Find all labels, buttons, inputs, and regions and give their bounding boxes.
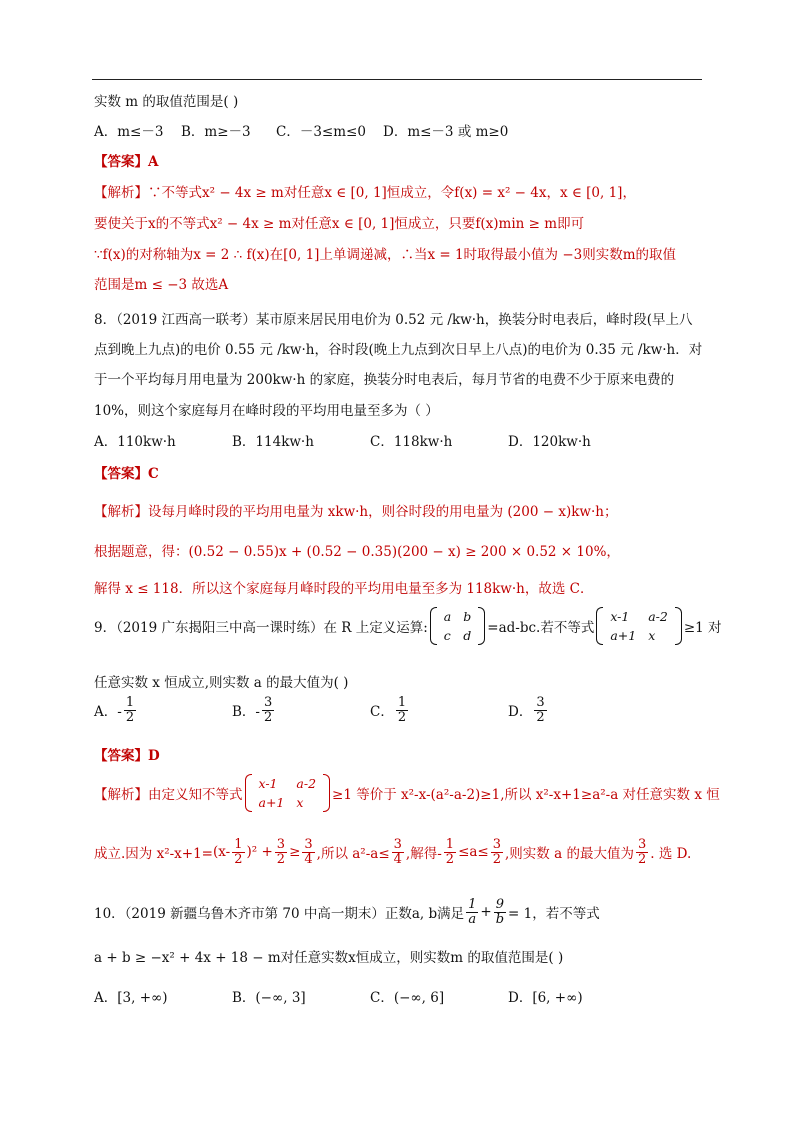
denominator: 2 <box>492 851 502 867</box>
analysis-text: 【解析】由定义知不等式 <box>94 787 243 803</box>
q10-option-d: D．[6, +∞) <box>508 990 583 1006</box>
matrix-cell: a+1 <box>610 628 637 643</box>
denominator: a <box>468 911 477 927</box>
fraction <box>494 898 506 926</box>
q8-stem-line-4: 10%，则这个家庭每月在峰时段的平均用电量至多为（ ） <box>94 403 439 419</box>
option-label: B．- <box>232 704 260 721</box>
numerator: 3 <box>304 837 313 852</box>
numerator: 1 <box>445 837 455 852</box>
analysis-text: ,则实数 a 的最大值为 <box>505 846 634 863</box>
fraction <box>444 838 456 866</box>
denominator: b <box>495 911 505 927</box>
matrix-cell: x-1 <box>258 776 278 791</box>
option-label: D． <box>508 704 533 721</box>
q10-stem-line-2: a + b ≥ −x² + 4x + 18 − m对任意实数x恒成立，则实数m 的取值范围是( ) <box>94 950 564 966</box>
option-label: C． <box>370 704 394 721</box>
fraction <box>636 838 648 866</box>
matrix-cell: x <box>648 628 656 643</box>
q8-option-c: C．118kw·h <box>370 434 453 450</box>
denominator: 2 <box>637 851 647 867</box>
q7-answer: 【答案】A <box>94 154 159 170</box>
analysis-text: ≥1 等价于 x²-x-(a²-a-2)≥1,所以 x²-x+1≥a²-a 对任意实数 x 恒 <box>332 787 720 803</box>
matrix-cell: a-2 <box>648 609 668 624</box>
numerator: 3 <box>276 837 286 852</box>
definition-matrix <box>430 607 485 645</box>
numerator: 9 <box>494 898 506 913</box>
denominator: 2 <box>276 851 286 867</box>
q9-option-b <box>232 696 276 724</box>
q9-analysis-line-2 <box>94 838 691 866</box>
q9-stem-part-1: 9．（2019 广东揭阳三中高一课时练）在 R 上定义运算: <box>94 620 428 636</box>
q8-stem-line-3: 于一个平均每月用电量为 200kw·h 的家庭，换装分时电表后，每月节省的电费不少于原来电费的 <box>94 372 675 388</box>
matrix-cell: d <box>463 628 472 643</box>
q9-analysis-line-1 <box>94 774 720 812</box>
fraction <box>232 838 244 866</box>
numerator: 1 <box>125 695 135 710</box>
analysis-text: ,所以 a²-a≤ <box>316 846 390 863</box>
denominator: 2 <box>536 709 545 725</box>
q9-option-d <box>508 696 549 724</box>
fraction <box>392 838 404 866</box>
numerator: 3 <box>263 695 273 710</box>
numerator: 3 <box>393 837 402 852</box>
analysis-text: ,解得- <box>405 846 442 863</box>
q8-stem-line-2: 点到晚上九点)的电价 0.55 元 /kw·h，谷时段(晚上九点到次日早上八点)的电价为 0.35 元 /kw·h．对 <box>94 342 703 358</box>
fraction <box>534 696 546 724</box>
matrix-cell: b <box>463 609 472 624</box>
fraction <box>396 696 408 724</box>
analysis-text: 成立.因为 x²-x+1= <box>94 846 213 863</box>
q9-stem-part-2: =ad-bc.若不等式 <box>487 620 595 636</box>
q9-stem-line-1 <box>94 607 722 645</box>
fraction <box>124 696 136 724</box>
q7-stem: 实数 m 的取值范围是( ) <box>94 94 239 110</box>
fraction <box>275 838 287 866</box>
denominator: 4 <box>393 851 402 867</box>
q7-option-d: D．m≤－3 或 m≥0 <box>383 124 509 140</box>
matrix-cell: a+1 <box>258 795 285 810</box>
numerator: 1 <box>468 897 477 912</box>
q7-option-b: B．m≥－3 <box>181 124 251 140</box>
stem-text: = 1，若不等式 <box>508 906 600 923</box>
matrix-cell: a-2 <box>296 776 317 791</box>
q7-option-a: A．m≤－3 <box>94 124 164 140</box>
analysis-text: (x- <box>213 844 231 861</box>
numerator: 3 <box>637 837 647 852</box>
q9-option-a <box>94 696 138 724</box>
denominator: 2 <box>125 709 135 725</box>
matrix-cell: a <box>443 609 452 624</box>
inequality-matrix <box>245 774 331 812</box>
matrix-cell: x-1 <box>610 609 630 624</box>
denominator: 2 <box>234 851 243 867</box>
numerator: 1 <box>234 837 243 852</box>
q10-stem-line-1 <box>94 898 600 926</box>
fraction <box>466 898 478 926</box>
option-label: A．- <box>94 704 122 721</box>
q8-option-d: D．120kw·h <box>508 434 591 450</box>
fraction <box>491 838 503 866</box>
q9-answer: 【答案】D <box>94 748 160 764</box>
fraction <box>262 696 274 724</box>
denominator: 4 <box>304 851 313 867</box>
q9-option-c <box>370 696 410 724</box>
q7-analysis-line-2: 要使关于x的不等式x² − 4x ≥ m对任意x ∈ [0, 1]恒成立，只要f(x)min ≥ m即可 <box>94 216 585 232</box>
q8-stem-line-1: 8．（2019 江西高一联考）某市原来居民用电价为 0.52 元 /kw·h，换装分时电表后，峰时段(早上八 <box>94 312 693 328</box>
q8-option-a: A．110kw·h <box>94 434 176 450</box>
q7-analysis-line-3: ∵f(x)的对称轴为x = 2 ∴ f(x)在[0, 1]上单调递减，∴当x = 1时取得最小值为 −3则实数m的取值 <box>94 247 677 263</box>
q10-option-c: C．(−∞, 6] <box>370 990 445 1006</box>
q10-option-b: B．(−∞, 3] <box>232 990 306 1006</box>
plus-sign: + <box>480 904 492 921</box>
q7-analysis-line-1: 【解析】∵不等式x² − 4x ≥ m对任意x ∈ [0, 1]恒成立，令f(x) = x² − 4x，x ∈ [0, 1]， <box>94 185 636 201</box>
q8-analysis-line-2: 根据题意，得：(0.52 − 0.55)x + (0.52 − 0.35)(200 − x) ≥ 200 × 0.52 × 10%， <box>94 544 620 560</box>
denominator: 2 <box>263 709 273 725</box>
q9-stem-part-3: ≥1 对 <box>683 620 722 636</box>
fraction <box>302 838 314 866</box>
denominator: 2 <box>397 709 407 725</box>
matrix-cell: x <box>296 795 304 810</box>
inequality-matrix <box>596 607 682 645</box>
analysis-text: ≥ <box>289 844 301 861</box>
analysis-text: . 选 D. <box>650 846 692 863</box>
stem-text: 10．（2019 新疆乌鲁木齐市第 70 中高一期末）正数a, b满足 <box>94 906 465 923</box>
q7-option-c: C．－3≤m≤0 <box>276 124 366 140</box>
analysis-text: ≤a≤ <box>458 844 489 861</box>
q9-stem-line-2: 任意实数 x 恒成立,则实数 a 的最大值为( ) <box>94 675 349 691</box>
numerator: 1 <box>397 695 407 710</box>
q7-analysis-line-4: 范围是m ≤ −3 故选A <box>94 277 229 293</box>
numerator: 3 <box>536 695 545 710</box>
analysis-text: )² + <box>246 844 273 861</box>
numerator: 3 <box>492 837 502 852</box>
matrix-cell: c <box>443 628 451 643</box>
q10-option-a: A．[3, +∞) <box>94 990 168 1006</box>
header-rule <box>92 79 702 80</box>
q8-analysis-line-1: 【解析】设每月峰时段的平均用电量为 xkw·h，则谷时段的用电量为 (200 − x)kw·h； <box>94 504 618 520</box>
q8-answer: 【答案】C <box>94 466 159 482</box>
denominator: 2 <box>445 851 455 867</box>
q8-option-b: B．114kw·h <box>232 434 314 450</box>
q8-analysis-line-3: 解得 x ≤ 118．所以这个家庭每月峰时段的平均用电量至多为 118kw·h，故选 C． <box>94 581 594 597</box>
